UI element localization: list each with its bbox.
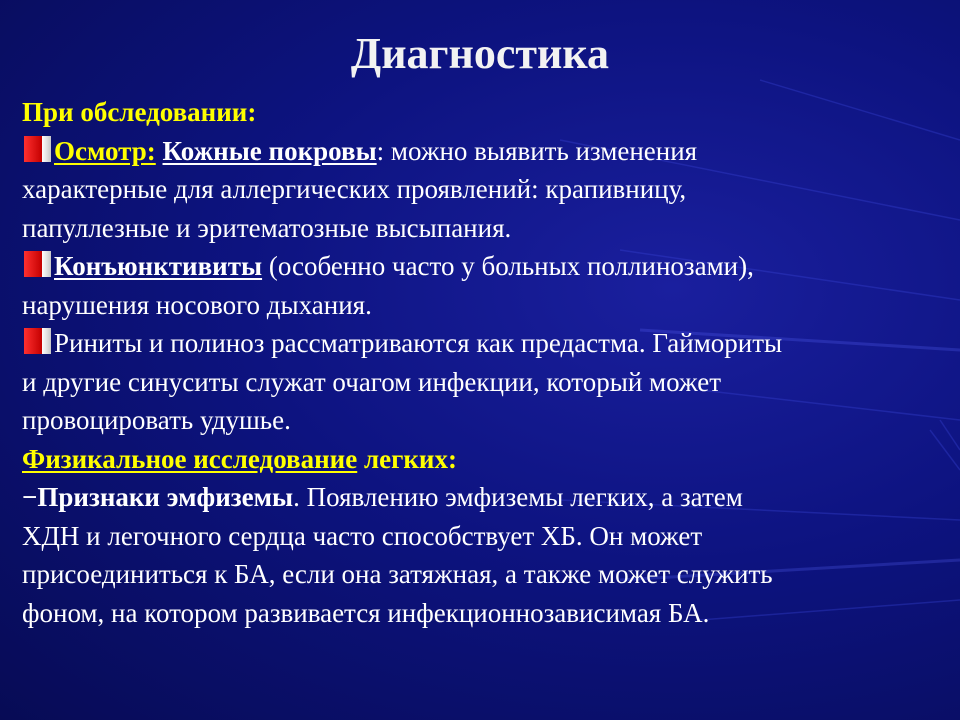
- bullet-icon: [22, 326, 52, 356]
- item-emphysema-line3: присоединиться к БА, если она затяжная, а также может служить: [22, 559, 773, 589]
- section-heading-physical: [22, 440, 942, 479]
- item-inspection-line2: характерные для аллергических проявлений: крапивницу,: [22, 174, 687, 204]
- conjunctivitis-label: Конъюнктивиты: [54, 251, 263, 281]
- item-emphysema-line2: ХДН и легочного сердца часто способствует ХБ. Он может: [22, 520, 703, 551]
- emphysema-label: Признаки эмфиземы: [37, 482, 294, 512]
- item-emphysema-line4: фоном, на котором развивается инфекционнозависимая БА.: [22, 597, 710, 628]
- emphysema-text: . Появлению эмфиземы легких, а затем: [293, 482, 743, 512]
- section-heading-examination: При обследовании:: [22, 97, 257, 127]
- slide-content: [22, 93, 942, 632]
- item-conjunctivitis-line1: [22, 247, 942, 286]
- physical-heading-underlined: Физикальное исследование: [22, 443, 358, 474]
- item-rhinitis-line2: и другие синуситы служат очагом инфекции, который может: [22, 366, 722, 397]
- item-inspection-line1: [22, 132, 942, 171]
- conjunctivitis-text: (особенно часто у больных поллинозами),: [262, 251, 754, 281]
- physical-heading-rest: легких:: [357, 443, 457, 474]
- inspection-label: Осмотр:: [54, 135, 156, 166]
- slide-title: Диагностика: [350, 29, 610, 78]
- item-rhinitis-line1: [22, 324, 942, 363]
- item-conjunctivitis-line2: нарушения носового дыхания.: [22, 289, 372, 320]
- dash-marker: −: [22, 482, 38, 512]
- bullet-icon: [22, 249, 52, 279]
- bullet-icon: [22, 134, 52, 164]
- item-inspection-line3: папуллезные и эритематозные высыпания.: [22, 212, 512, 243]
- skin-label: Кожные покровы: [162, 135, 377, 166]
- rhinitis-text: Риниты и полиноз рассматриваются как предастма. Гаймориты: [54, 328, 783, 358]
- item-rhinitis-line3: провоцировать удушье.: [22, 405, 291, 435]
- inspection-text: : можно выявить изменения: [376, 135, 698, 166]
- item-emphysema-line1: [22, 478, 942, 517]
